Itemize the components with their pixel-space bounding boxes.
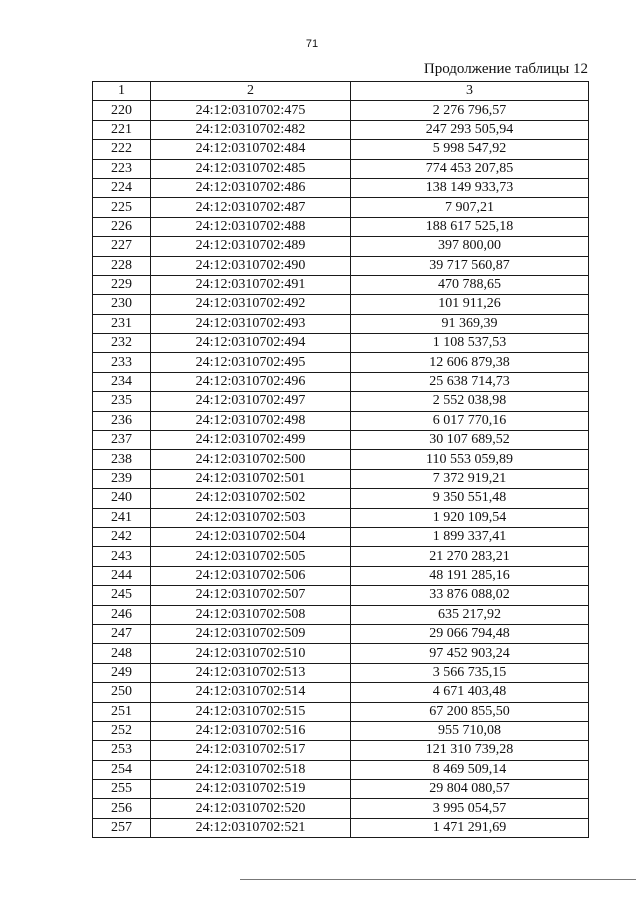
row-number-cell: 238 bbox=[93, 450, 151, 469]
table-row bbox=[93, 431, 589, 450]
cadastral-number-cell: 24:12:0310702:505 bbox=[151, 547, 351, 566]
page-number: 71 bbox=[305, 38, 319, 50]
cadastral-number-cell: 24:12:0310702:515 bbox=[151, 702, 351, 721]
cadastral-number-cell: 24:12:0310702:518 bbox=[151, 760, 351, 779]
row-number-cell: 227 bbox=[93, 237, 151, 256]
table-row bbox=[93, 489, 589, 508]
row-number-cell: 230 bbox=[93, 295, 151, 314]
table-row bbox=[93, 644, 589, 663]
cadastral-number-cell: 24:12:0310702:506 bbox=[151, 566, 351, 585]
table-row bbox=[93, 586, 589, 605]
row-number-cell: 229 bbox=[93, 275, 151, 294]
table-caption: Продолжение таблицы 12 bbox=[423, 61, 588, 77]
table-row bbox=[93, 702, 589, 721]
table-row bbox=[93, 780, 589, 799]
header-row bbox=[93, 82, 589, 101]
row-number-cell: 240 bbox=[93, 489, 151, 508]
row-number-cell: 237 bbox=[93, 431, 151, 450]
cadastral-number-cell: 24:12:0310702:485 bbox=[151, 159, 351, 178]
row-number-cell: 242 bbox=[93, 527, 151, 546]
table-row bbox=[93, 663, 589, 682]
value-cell: 470 788,65 bbox=[351, 275, 589, 294]
row-number-cell: 257 bbox=[93, 818, 151, 837]
value-cell: 2 276 796,57 bbox=[351, 101, 589, 120]
row-number-cell: 233 bbox=[93, 353, 151, 372]
cadastral-number-cell: 24:12:0310702:486 bbox=[151, 178, 351, 197]
table-row bbox=[93, 198, 589, 217]
row-number-cell: 231 bbox=[93, 314, 151, 333]
row-number-cell: 223 bbox=[93, 159, 151, 178]
row-number-cell: 244 bbox=[93, 566, 151, 585]
row-number-cell: 251 bbox=[93, 702, 151, 721]
table-row bbox=[93, 799, 589, 818]
value-cell: 101 911,26 bbox=[351, 295, 589, 314]
cadastral-number-cell: 24:12:0310702:475 bbox=[151, 101, 351, 120]
row-number-cell: 220 bbox=[93, 101, 151, 120]
value-cell: 48 191 285,16 bbox=[351, 566, 589, 585]
value-cell: 110 553 059,89 bbox=[351, 450, 589, 469]
table-body bbox=[93, 101, 589, 838]
cadastral-number-cell: 24:12:0310702:498 bbox=[151, 411, 351, 430]
value-cell: 1 471 291,69 bbox=[351, 818, 589, 837]
table-row bbox=[93, 353, 589, 372]
cadastral-number-cell: 24:12:0310702:493 bbox=[151, 314, 351, 333]
cadastral-number-cell: 24:12:0310702:484 bbox=[151, 140, 351, 159]
row-number-cell: 253 bbox=[93, 741, 151, 760]
value-cell: 4 671 403,48 bbox=[351, 683, 589, 702]
row-number-cell: 255 bbox=[93, 780, 151, 799]
table-row bbox=[93, 741, 589, 760]
cadastral-number-cell: 24:12:0310702:517 bbox=[151, 741, 351, 760]
table-row bbox=[93, 101, 589, 120]
value-cell: 21 270 283,21 bbox=[351, 547, 589, 566]
value-cell: 9 350 551,48 bbox=[351, 489, 589, 508]
table-row bbox=[93, 450, 589, 469]
row-number-cell: 232 bbox=[93, 334, 151, 353]
value-cell: 29 804 080,57 bbox=[351, 780, 589, 799]
table-row bbox=[93, 721, 589, 740]
cadastral-number-cell: 24:12:0310702:516 bbox=[151, 721, 351, 740]
cadastral-number-cell: 24:12:0310702:500 bbox=[151, 450, 351, 469]
table-row bbox=[93, 159, 589, 178]
table-row bbox=[93, 295, 589, 314]
table-row bbox=[93, 178, 589, 197]
cadastral-number-cell: 24:12:0310702:488 bbox=[151, 217, 351, 236]
value-cell: 3 995 054,57 bbox=[351, 799, 589, 818]
table-row bbox=[93, 508, 589, 527]
row-number-cell: 245 bbox=[93, 586, 151, 605]
header-cell-col-3: 3 bbox=[351, 82, 589, 101]
cadastral-number-cell: 24:12:0310702:497 bbox=[151, 392, 351, 411]
row-number-cell: 252 bbox=[93, 721, 151, 740]
table-row bbox=[93, 237, 589, 256]
cadastral-number-cell: 24:12:0310702:499 bbox=[151, 431, 351, 450]
row-number-cell: 248 bbox=[93, 644, 151, 663]
row-number-cell: 241 bbox=[93, 508, 151, 527]
table-row bbox=[93, 683, 589, 702]
cadastral-number-cell: 24:12:0310702:513 bbox=[151, 663, 351, 682]
value-cell: 5 998 547,92 bbox=[351, 140, 589, 159]
cadastral-number-cell: 24:12:0310702:501 bbox=[151, 469, 351, 488]
cadastral-number-cell: 24:12:0310702:507 bbox=[151, 586, 351, 605]
table-row bbox=[93, 605, 589, 624]
table-row bbox=[93, 275, 589, 294]
cadastral-number-cell: 24:12:0310702:494 bbox=[151, 334, 351, 353]
cadastral-number-cell: 24:12:0310702:491 bbox=[151, 275, 351, 294]
value-cell: 91 369,39 bbox=[351, 314, 589, 333]
row-number-cell: 224 bbox=[93, 178, 151, 197]
row-number-cell: 234 bbox=[93, 372, 151, 391]
cadastral-number-cell: 24:12:0310702:495 bbox=[151, 353, 351, 372]
value-cell: 397 800,00 bbox=[351, 237, 589, 256]
value-cell: 12 606 879,38 bbox=[351, 353, 589, 372]
table-row bbox=[93, 256, 589, 275]
table-header bbox=[93, 82, 589, 101]
cadastral-number-cell: 24:12:0310702:508 bbox=[151, 605, 351, 624]
header-cell-col-2: 2 bbox=[151, 82, 351, 101]
row-number-cell: 239 bbox=[93, 469, 151, 488]
row-number-cell: 225 bbox=[93, 198, 151, 217]
table-row bbox=[93, 818, 589, 837]
cadastral-number-cell: 24:12:0310702:502 bbox=[151, 489, 351, 508]
row-number-cell: 256 bbox=[93, 799, 151, 818]
value-cell: 97 452 903,24 bbox=[351, 644, 589, 663]
value-cell: 6 017 770,16 bbox=[351, 411, 589, 430]
row-number-cell: 246 bbox=[93, 605, 151, 624]
cadastral-number-cell: 24:12:0310702:496 bbox=[151, 372, 351, 391]
table-row bbox=[93, 217, 589, 236]
cadastral-number-cell: 24:12:0310702:503 bbox=[151, 508, 351, 527]
row-number-cell: 243 bbox=[93, 547, 151, 566]
value-cell: 138 149 933,73 bbox=[351, 178, 589, 197]
footer-divider bbox=[240, 879, 636, 880]
value-cell: 774 453 207,85 bbox=[351, 159, 589, 178]
value-cell: 39 717 560,87 bbox=[351, 256, 589, 275]
table-row bbox=[93, 411, 589, 430]
value-cell: 1 920 109,54 bbox=[351, 508, 589, 527]
row-number-cell: 235 bbox=[93, 392, 151, 411]
cadastral-number-cell: 24:12:0310702:482 bbox=[151, 120, 351, 139]
data-table bbox=[92, 81, 589, 838]
cadastral-number-cell: 24:12:0310702:521 bbox=[151, 818, 351, 837]
table-row bbox=[93, 120, 589, 139]
table-row bbox=[93, 334, 589, 353]
row-number-cell: 236 bbox=[93, 411, 151, 430]
table-row bbox=[93, 547, 589, 566]
value-cell: 67 200 855,50 bbox=[351, 702, 589, 721]
cadastral-number-cell: 24:12:0310702:519 bbox=[151, 780, 351, 799]
table-row bbox=[93, 140, 589, 159]
table-row bbox=[93, 760, 589, 779]
value-cell: 25 638 714,73 bbox=[351, 372, 589, 391]
table-row bbox=[93, 314, 589, 333]
table-row bbox=[93, 469, 589, 488]
value-cell: 2 552 038,98 bbox=[351, 392, 589, 411]
value-cell: 8 469 509,14 bbox=[351, 760, 589, 779]
row-number-cell: 249 bbox=[93, 663, 151, 682]
cadastral-number-cell: 24:12:0310702:487 bbox=[151, 198, 351, 217]
value-cell: 247 293 505,94 bbox=[351, 120, 589, 139]
cadastral-number-cell: 24:12:0310702:520 bbox=[151, 799, 351, 818]
value-cell: 33 876 088,02 bbox=[351, 586, 589, 605]
table-row bbox=[93, 392, 589, 411]
value-cell: 955 710,08 bbox=[351, 721, 589, 740]
cadastral-number-cell: 24:12:0310702:504 bbox=[151, 527, 351, 546]
cadastral-number-cell: 24:12:0310702:509 bbox=[151, 624, 351, 643]
row-number-cell: 254 bbox=[93, 760, 151, 779]
value-cell: 29 066 794,48 bbox=[351, 624, 589, 643]
value-cell: 30 107 689,52 bbox=[351, 431, 589, 450]
table-row bbox=[93, 566, 589, 585]
value-cell: 635 217,92 bbox=[351, 605, 589, 624]
table-row bbox=[93, 527, 589, 546]
table-row bbox=[93, 372, 589, 391]
row-number-cell: 221 bbox=[93, 120, 151, 139]
value-cell: 188 617 525,18 bbox=[351, 217, 589, 236]
cadastral-number-cell: 24:12:0310702:489 bbox=[151, 237, 351, 256]
row-number-cell: 250 bbox=[93, 683, 151, 702]
row-number-cell: 222 bbox=[93, 140, 151, 159]
row-number-cell: 247 bbox=[93, 624, 151, 643]
row-number-cell: 228 bbox=[93, 256, 151, 275]
value-cell: 121 310 739,28 bbox=[351, 741, 589, 760]
value-cell: 1 108 537,53 bbox=[351, 334, 589, 353]
table-row bbox=[93, 624, 589, 643]
value-cell: 7 372 919,21 bbox=[351, 469, 589, 488]
cadastral-number-cell: 24:12:0310702:492 bbox=[151, 295, 351, 314]
value-cell: 7 907,21 bbox=[351, 198, 589, 217]
row-number-cell: 226 bbox=[93, 217, 151, 236]
cadastral-number-cell: 24:12:0310702:510 bbox=[151, 644, 351, 663]
header-cell-col-1: 1 bbox=[93, 82, 151, 101]
value-cell: 3 566 735,15 bbox=[351, 663, 589, 682]
cadastral-number-cell: 24:12:0310702:514 bbox=[151, 683, 351, 702]
cadastral-number-cell: 24:12:0310702:490 bbox=[151, 256, 351, 275]
value-cell: 1 899 337,41 bbox=[351, 527, 589, 546]
